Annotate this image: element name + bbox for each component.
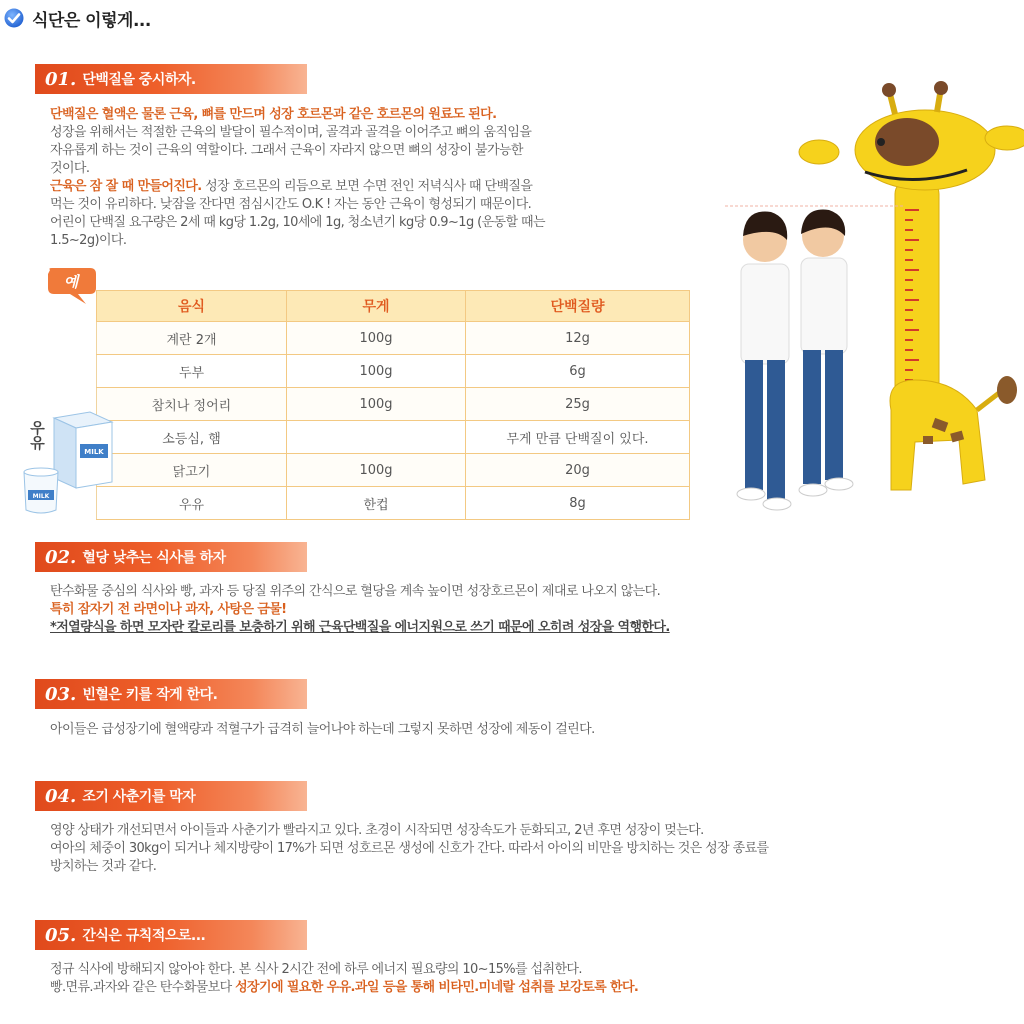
body-text: 여아의 체중이 30kg이 되거나 체지방량이 17%가 되면 성호르몬 생성에 신호가 간다. 따라서 아이의 비만을 방치하는 것은 성장 종료를 (50, 841, 769, 856)
body-text: 먹는 것이 유리하다. 낮잠을 잔다면 점심시간도 O.K ! 자는 동안 근육이 형성되기 때문이다. (50, 197, 532, 212)
body-text: 방치하는 것과 같다. (50, 859, 157, 874)
cell-weight: 100g (287, 454, 466, 487)
kids-giraffe-illustration (715, 80, 1024, 520)
cell-food: 계란 2개 (97, 322, 287, 355)
body-text: 성장 호르몬의 리듬으로 보면 수면 전인 저녁식사 때 단백질을 (201, 179, 533, 194)
body-line (50, 178, 545, 196)
body-text: 1.5~2g)이다. (50, 233, 127, 248)
body-text: 영양 상태가 개선되면서 아이들과 사춘기가 빨라지고 있다. 초경이 시작되면 성장속도가 둔화되고, 2년 후면 성장이 멎는다. (50, 823, 704, 838)
cell-protein: 8g (466, 487, 690, 520)
body-text: 자유롭게 하는 것이 근육의 역할이다. 그래서 근육이 자라지 않으면 뼈의 성장이 불가능한 (50, 143, 523, 158)
body-text: 탄수화물 중심의 식사와 빵, 과자 등 당질 위주의 간식으로 혈당을 계속 높이면 성장호르몬이 제대로 나오지 않는다. (50, 584, 661, 599)
highlight-text: 성장기에 필요한 우유.과일 등을 통해 비타민.미네랄 섭취를 보강토록 한다. (235, 980, 639, 995)
cell-protein: 무게 만큼 단백질이 있다. (466, 421, 690, 454)
section-number: 01. (45, 68, 77, 90)
col-header-food: 음식 (97, 291, 287, 322)
section-04-body (50, 822, 769, 876)
cell-weight: 100g (287, 388, 466, 421)
body-text: 아이들은 급성장기에 혈액량과 적혈구가 급격히 늘어나야 하는데 그렇지 못하면 성장에 제동이 걸린다. (50, 722, 595, 737)
body-line (50, 214, 545, 232)
highlight-text: 단백질은 혈액은 물론 근육, 뼈를 만드며 성장 호르몬과 같은 호르몬의 원료도 된다. (50, 107, 497, 122)
cell-weight: 한컵 (287, 487, 466, 520)
protein-table (96, 290, 690, 520)
body-line (50, 583, 670, 601)
cell-food: 두부 (97, 355, 287, 388)
col-header-weight: 무게 (287, 291, 466, 322)
cell-food: 소등심, 햄 (97, 421, 287, 454)
underlined-note: *저열량식을 하면 모자란 칼로리를 보충하기 위해 근육단백질을 에너지원으로 쓰기 때문에 오히려 성장을 역행한다. (50, 620, 670, 635)
table-row (97, 355, 690, 388)
body-line (50, 601, 670, 619)
table-row (97, 388, 690, 421)
body-line (50, 858, 769, 876)
table-row (97, 487, 690, 520)
table-row (97, 454, 690, 487)
body-text: 어린이 단백질 요구량은 2세 때 kg당 1.2g, 10세에 1g, 청소년기 kg당 0.9~1g (운동할 때는 (50, 215, 545, 230)
body-line (50, 106, 545, 124)
highlight-text: 근육은 잠 잘 때 만들어진다. (50, 179, 202, 194)
body-text: 것이다. (50, 161, 90, 176)
section-05-header (35, 920, 307, 950)
table-header-row (97, 291, 690, 322)
carton-text: MILK (84, 448, 104, 456)
section-02-header (35, 542, 307, 572)
milk-label-text: 우유 (28, 420, 46, 450)
section-04-header (35, 781, 307, 811)
section-05-body (50, 961, 638, 997)
body-line (50, 160, 545, 178)
cell-protein: 6g (466, 355, 690, 388)
section-01-body (50, 106, 545, 250)
glass-text: MILK (32, 493, 50, 500)
cell-protein: 12g (466, 322, 690, 355)
section-title: 단백질을 중시하자. (82, 72, 196, 88)
cell-food: 닭고기 (97, 454, 287, 487)
section-02-body (50, 583, 670, 637)
cell-protein: 20g (466, 454, 690, 487)
cell-food: 우유 (97, 487, 287, 520)
body-line (50, 840, 769, 858)
section-03-header (35, 679, 307, 709)
body-text: 빵.면류.과자와 같은 탄수화물보다 (50, 980, 236, 995)
example-speech-bubble-icon (44, 266, 100, 306)
body-line (50, 979, 638, 997)
body-line (50, 232, 545, 250)
section-number: 04. (45, 785, 77, 807)
body-line (50, 142, 545, 160)
body-text: 정규 식사에 방해되지 않아야 한다. 본 식사 2시간 전에 하루 에너지 필요량의 10~15%를 섭취한다. (50, 962, 582, 977)
cell-protein: 25g (466, 388, 690, 421)
body-line (50, 196, 545, 214)
section-title: 혈당 낮추는 식사를 하자 (82, 550, 226, 566)
example-badge-text: 예 (63, 273, 79, 291)
section-01-header (35, 64, 307, 94)
cell-weight: 100g (287, 355, 466, 388)
highlight-text: 특히 잠자기 전 라면이나 과자, 사탕은 금물! (50, 602, 287, 617)
cell-food: 참치나 정어리 (97, 388, 287, 421)
section-title: 조기 사춘기를 막자 (82, 789, 196, 805)
body-line (50, 961, 638, 979)
section-title: 빈혈은 키를 작게 한다. (82, 687, 218, 703)
body-line (50, 619, 670, 637)
milk-vertical-label (26, 420, 48, 454)
section-03-body (50, 721, 595, 739)
section-title: 간식은 규칙적으로... (82, 928, 206, 944)
body-line (50, 822, 769, 840)
col-header-protein: 단백질량 (466, 291, 690, 322)
table-row (97, 322, 690, 355)
body-text: 성장을 위해서는 적절한 근육의 발달이 필수적이며, 골격과 골격을 이어주고 뼈의 움직임을 (50, 125, 532, 140)
body-line (50, 721, 595, 739)
section-number: 03. (45, 683, 77, 705)
body-line (50, 124, 545, 142)
table-row (97, 421, 690, 454)
section-number: 02. (45, 546, 77, 568)
section-number: 05. (45, 924, 77, 946)
cell-weight (287, 421, 466, 454)
page-title: 식단은 이렇게... (32, 10, 151, 31)
cell-weight: 100g (287, 322, 466, 355)
check-badge-icon (4, 8, 24, 28)
page-header (4, 6, 151, 30)
